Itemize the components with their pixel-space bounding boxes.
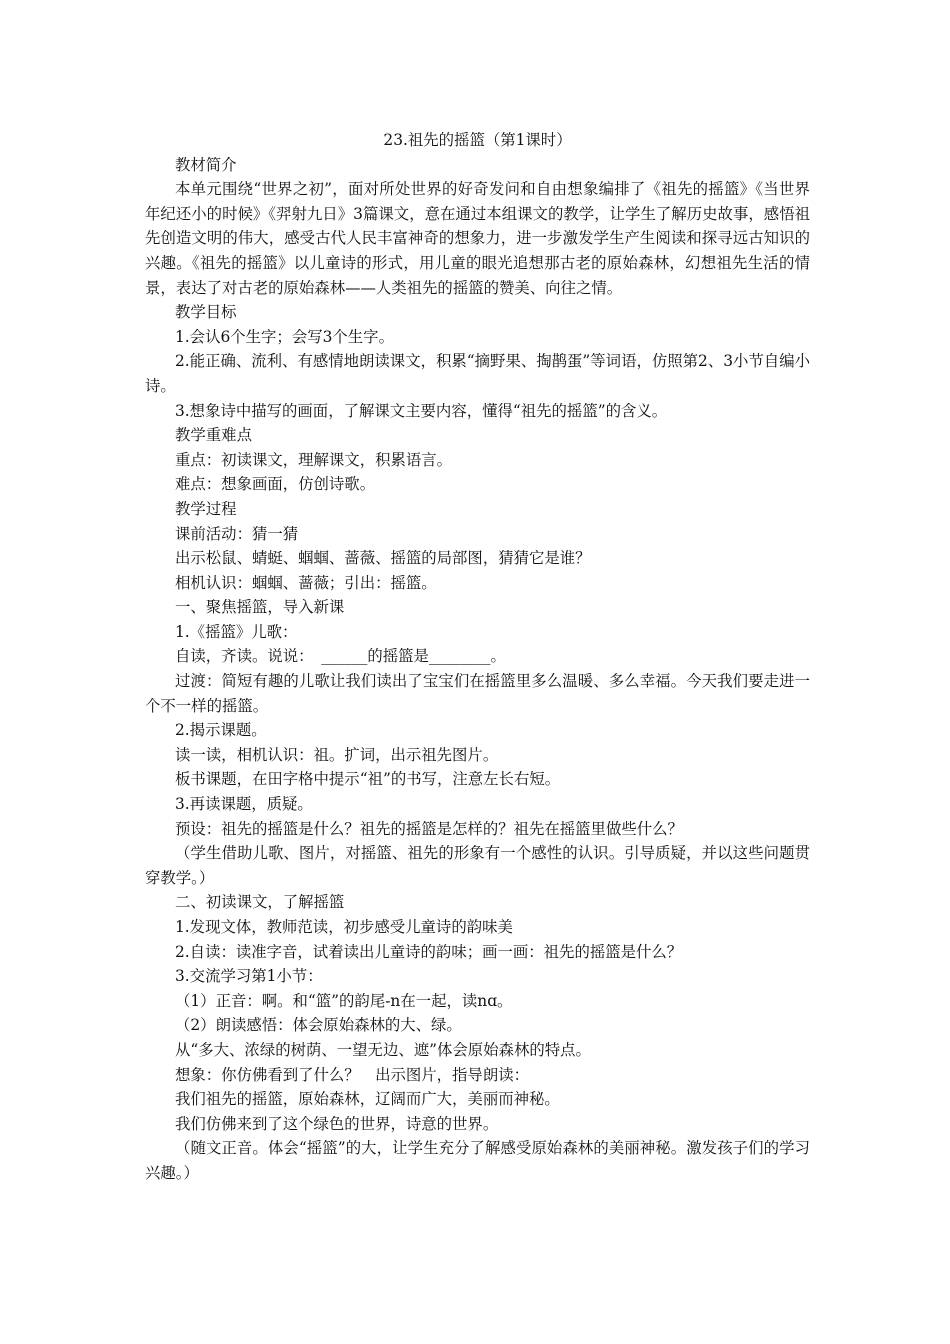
process-line: （2）朗读感悟：体会原始森林的大、绿。: [175, 1016, 462, 1035]
process-line: 读一读，相机认识：祖。扩词，出示祖先图片。: [175, 745, 499, 764]
process-note: （随文正音。体会“摇篮”的大，让学生充分了解感受原始森林的美丽神秘。激发孩子们的学习兴趣。）: [145, 1139, 810, 1182]
section-heading-key-points: 教学重难点: [175, 426, 252, 445]
process-note: （学生借助儿歌、图片，对摇篮、祖先的形象有一个感性的认识。引导质疑，并以这些问题贯穿教学。）: [145, 844, 810, 887]
process-line: 想象：你仿佛看到了什么？ 出示图片，指导朗读：: [175, 1065, 529, 1084]
process-line: 3.再读课题，质疑。: [175, 795, 313, 814]
section-heading-goals: 教学目标: [175, 303, 237, 322]
key-point: 重点：初读课文，理解课文，积累语言。: [175, 450, 453, 469]
goal-item: 2.能正确、流利、有感情地朗读课文，积累“摘野果、掏鹊蛋”等词语，仿照第2、3小节自编小诗。: [145, 352, 810, 395]
process-line: 1.《摇篮》儿歌：: [175, 622, 298, 641]
process-line: 我们祖先的摇篮，原始森林，辽阔而广大，美丽而神秘。: [175, 1090, 560, 1109]
goal-item: 1.会认6个生字；会写3个生字。: [175, 327, 394, 346]
process-line: 2.自读：读准字音，试着读出儿童诗的韵味；画一画：祖先的摇篮是什么？: [175, 942, 683, 961]
lesson-title: 23.祖先的摇篮（第1课时）: [383, 131, 572, 149]
document-page: [145, 128, 810, 1186]
process-line: （1）正音：啊。和“篮”的韵尾-n在一起，读nɑ。: [175, 991, 513, 1010]
process-line: 板书课题，在田字格中提示“祖”的书写，注意左长右短。: [175, 770, 561, 789]
process-line: 出示松鼠、蜻蜓、蝈蝈、蔷薇、摇篮的局部图，猜猜它是谁？: [175, 549, 591, 568]
process-line: 我们仿佛来到了这个绿色的世界，诗意的世界。: [175, 1114, 499, 1133]
goal-item: 3.想象诗中描写的画面，了解课文主要内容，懂得“祖先的摇篮”的含义。: [175, 401, 668, 420]
process-heading: 一、聚焦摇篮，导入新课: [175, 598, 345, 617]
process-line: 相机认识：蝈蝈、蔷薇；引出：摇篮。: [175, 573, 437, 592]
process-line-blank: 自读，齐读。说说： ______的摇篮是________。: [175, 647, 506, 666]
process-line: 过渡：简短有趣的儿歌让我们读出了宝宝们在摇篮里多么温暖、多么幸福。今天我们要走进一个不一样的摇篮。: [145, 672, 810, 715]
process-line: 从“多大、浓绿的树荫、一望无边、遮”体会原始森林的特点。: [175, 1040, 591, 1059]
difficult-point: 难点：想象画面，仿创诗歌。: [175, 475, 376, 494]
process-heading: 二、初读课文，了解摇篮: [175, 893, 345, 912]
section-heading-intro: 教材简介: [175, 155, 237, 174]
process-line: 1.发现文体，教师范读，初步感受儿童诗的韵味美: [175, 918, 513, 936]
intro-paragraph: 本单元围绕“世界之初”，面对所处世界的好奇发问和自由想象编排了《祖先的摇篮》《当世界年纪还小的时候》《羿射九日》3篇课文，意在通过本组课文的教学，让学生了解历史故事，感悟祖先创造文明的伟大，感受古代人民丰富神奇的想象力，进一步激发学生产生阅读和探寻远古知识的兴趣。《祖先的摇篮》以儿童诗的形式，用儿童的眼光追想那古老的原始森林，幻想祖先生活的情景，表达了对古老的原始森林——人类祖先的摇篮的赞美、向往之情。: [145, 180, 810, 297]
process-line: 课前活动：猜一猜: [175, 524, 299, 543]
process-line: 3.交流学习第1小节：: [175, 967, 323, 986]
section-heading-process: 教学过程: [175, 499, 237, 518]
process-line: 预设：祖先的摇篮是什么？祖先的摇篮是怎样的？祖先在摇篮里做些什么？: [175, 819, 683, 838]
process-line: 2.揭示课题。: [175, 721, 267, 740]
